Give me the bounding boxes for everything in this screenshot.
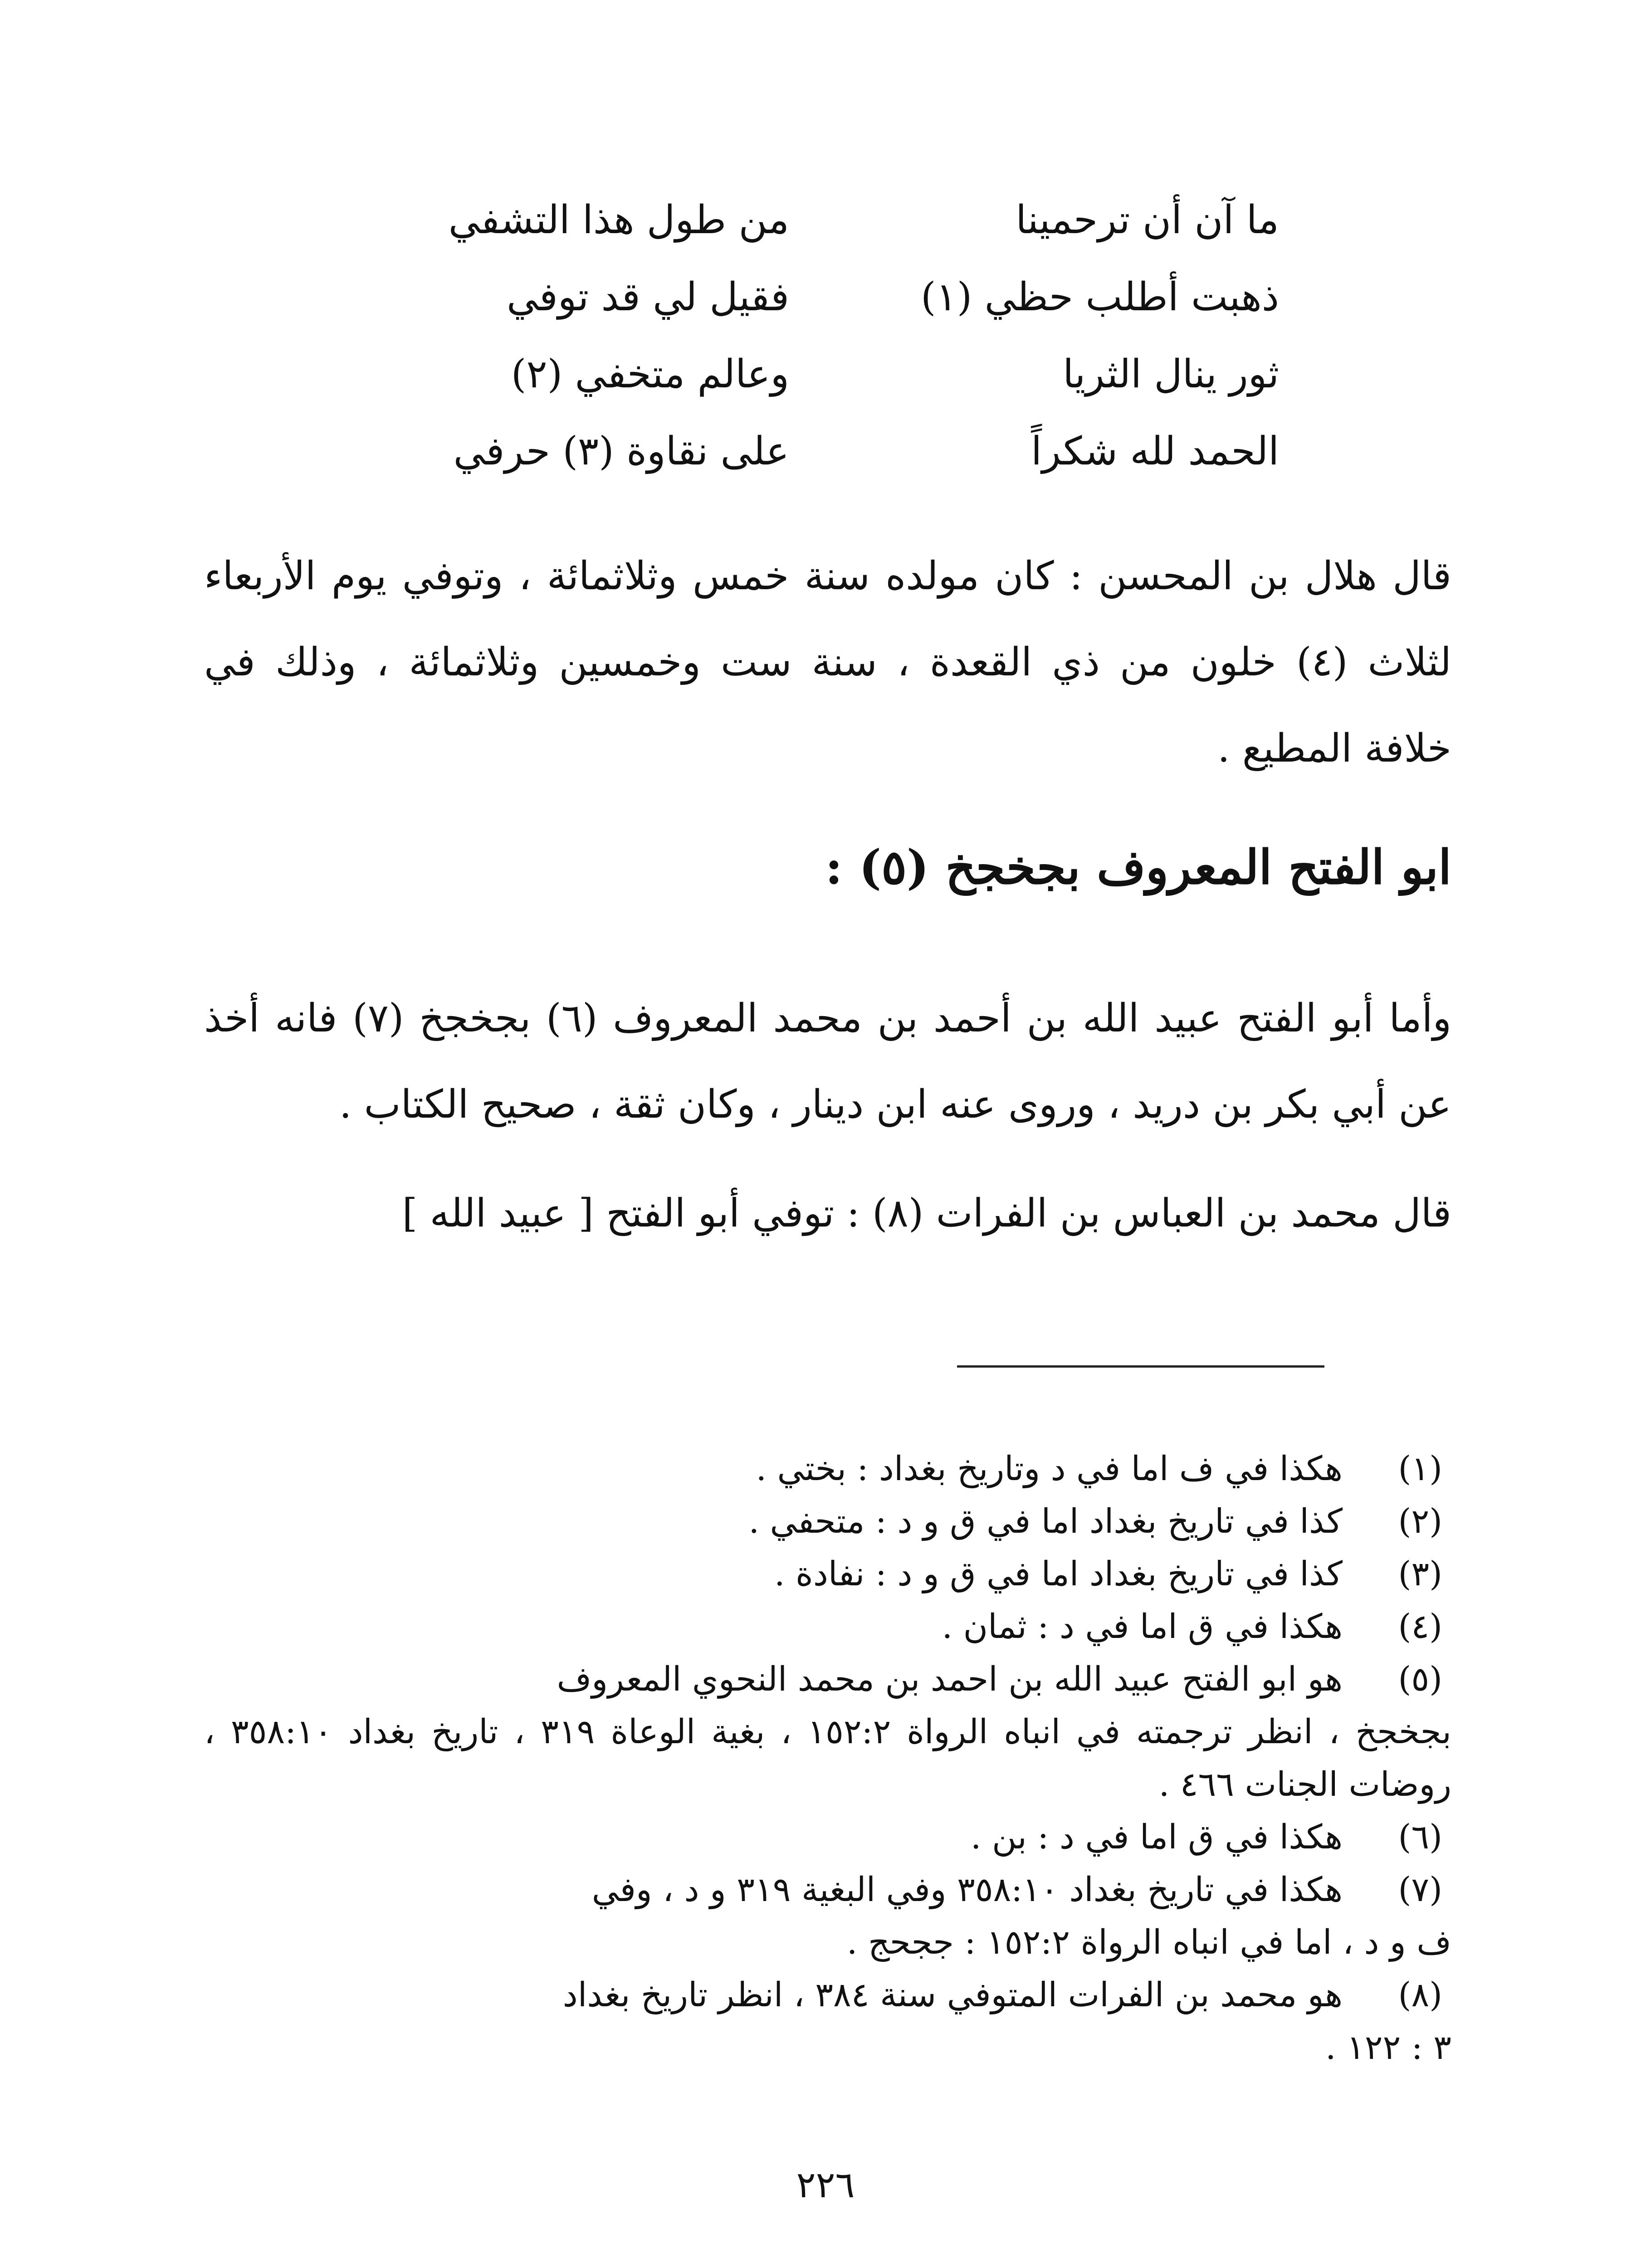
footnote-text: هكذا في ق اما في د : بن .	[970, 1818, 1343, 1857]
footnote-number: (٧)	[1398, 1870, 1442, 1909]
footnotes	[204, 1442, 1451, 2074]
footnote	[204, 1495, 1451, 1548]
footnote-number: (١)	[1398, 1449, 1442, 1488]
footnote	[204, 1811, 1451, 1863]
poem-second-hemistich: من طول هذا التشفي	[448, 197, 789, 243]
poem	[390, 181, 1279, 490]
poem-second-hemistich: على نقاوة (٣) حرفي	[453, 429, 789, 474]
footnote-number: (٣)	[1398, 1554, 1442, 1593]
footnote	[204, 1969, 1451, 2021]
footnote-number: (٥)	[1398, 1660, 1442, 1699]
paragraph-biography: وأما أبو الفتح عبيد الله بن أحمد بن محمد المعروف (٦) بجخجخ (٧) فانه أخذ عن أبي بكر بن دريد ، وروى عنه ابن دينار ، وكان ثقة ، صحيح الكتاب .	[204, 996, 1452, 1127]
poem-first-hemistich: ثور ينال الثريا	[1063, 352, 1279, 397]
poem-first-hemistich: ذهبت أطلب حظي (١)	[920, 274, 1279, 320]
footnote	[204, 1653, 1451, 1706]
footnote-number: (٢)	[1398, 1502, 1442, 1541]
paragraph-death-date: قال هلال بن المحسن : كان مولده سنة خمس وثلاثمائة ، وتوفي يوم الأربعاء لثلاث (٤) خلون من ذي القعدة ، سنة ست وخمسين وثلاثمائة ، وذلك في خلافة المطيع .	[204, 553, 1451, 771]
footnote	[204, 1548, 1451, 1600]
footnote-continuation: ف و د ، اما في انباه الرواة ١٥٢:٢ : ججحج .	[846, 1923, 1451, 1962]
poem-verse	[390, 259, 1279, 336]
footnote-continuation: ٣ : ١٢٢ .	[1325, 2028, 1451, 2067]
footnote-text: هو ابو الفتح عبيد الله بن احمد بن محمد النحوي المعروف	[557, 1660, 1343, 1699]
page-number: ٢٢٦	[796, 2164, 855, 2206]
footnote	[204, 1863, 1451, 1916]
footnote-text: هكذا في ق اما في د : ثمان .	[942, 1607, 1343, 1646]
footnote-text: كذا في تاريخ بغداد اما في ق و د : متحفي .	[748, 1502, 1343, 1541]
poem-first-hemistich: ما آن أن ترحمينا	[1016, 197, 1279, 243]
poem-first-hemistich: الحمد لله شكراً	[1031, 429, 1279, 474]
poem-verse	[390, 181, 1279, 259]
footnote-text: هكذا في ف اما في د وتاريخ بغداد : بختي .	[756, 1449, 1343, 1488]
footnote-continuation: بجخجخ ، انظر ترجمته في انباه الرواة ١٥٢:٢ ، بغية الوعاة ٣١٩ ، تاريخ بغداد ٣٥٨:١٠ ، روضات الجنات ٤٦٦ .	[204, 1712, 1452, 1804]
footnote-divider	[957, 1365, 1324, 1368]
footnote-text: كذا في تاريخ بغداد اما في ق و د : نفادة .	[774, 1554, 1343, 1593]
footnote-number: (٨)	[1398, 1975, 1442, 2014]
poem-second-hemistich: فقيل لي قد توفي	[507, 274, 789, 320]
paragraph-death-report: قال محمد بن العباس بن الفرات (٨) : توفي أبو الفتح [ عبيد الله ]	[402, 1191, 1451, 1236]
footnote-text: هو محمد بن الفرات المتوفي سنة ٣٨٤ ، انظر تاريخ بغداد	[562, 1975, 1343, 2014]
poem-verse	[390, 336, 1279, 413]
footnote-number: (٤)	[1398, 1607, 1442, 1646]
footnote-number: (٦)	[1398, 1818, 1442, 1857]
footnote-text: هكذا في تاريخ بغداد ٣٥٨:١٠ وفي البغية ٣١٩ و د ، وفي	[591, 1870, 1343, 1909]
poem-second-hemistich: وعالم متخفي (٢)	[511, 352, 789, 397]
footnote	[204, 1442, 1451, 1495]
poem-verse	[390, 413, 1279, 490]
section-heading: ابو الفتح المعروف بجخجخ (٥) :	[825, 839, 1451, 895]
footnote	[204, 1600, 1451, 1653]
